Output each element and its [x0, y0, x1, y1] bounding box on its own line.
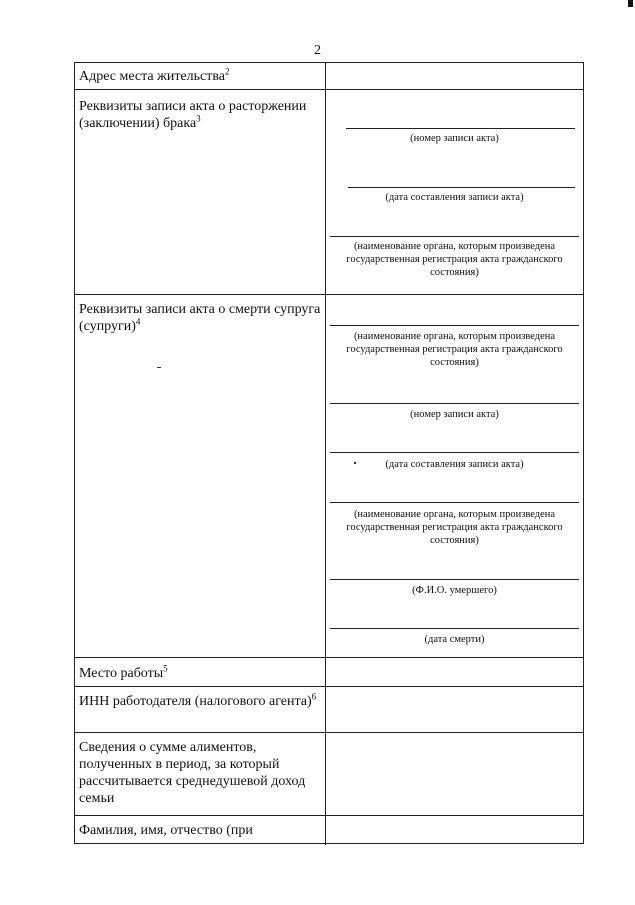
scan-corner-mark	[628, 0, 633, 7]
death-date-line[interactable]	[330, 628, 579, 629]
marriage-record-date-line[interactable]	[348, 187, 575, 188]
death-record-authority-line[interactable]	[330, 325, 579, 326]
marriage-record-fields	[326, 90, 583, 294]
death-record-authority-line-2[interactable]	[330, 502, 579, 503]
row-label-text: Реквизиты записи акта о смерти супруга (супруги)	[79, 302, 321, 334]
full-name-value-cell[interactable]	[326, 816, 583, 845]
scan-speck	[157, 367, 161, 368]
row-label-address	[79, 68, 323, 85]
death-date-caption: (дата смерти)	[424, 634, 485, 645]
page-number: 2	[314, 43, 321, 58]
row-label-text: Сведения о сумме алиментов, полученных в период, за который рассчитывается среднедушевой доход семьи	[79, 740, 306, 806]
table-row-death-record	[75, 295, 583, 658]
death-record-fields	[326, 295, 583, 657]
table-row-employer-inn	[75, 687, 583, 733]
table-row-workplace	[75, 658, 583, 687]
footnote-mark: 5	[163, 663, 168, 674]
row-label-text: Место работы	[79, 666, 164, 681]
row-label-full-name	[79, 822, 323, 839]
footnote-mark: 2	[225, 66, 230, 77]
footnote-mark: 3	[196, 113, 201, 124]
employer-inn-value-cell[interactable]	[326, 687, 583, 732]
marriage-record-authority-caption: (наименование органа, которым произведена государственная регистрация акта гражданского состояния)	[346, 241, 563, 278]
death-record-number-line[interactable]	[330, 403, 579, 404]
marriage-record-date-caption: (дата составления записи акта)	[385, 192, 524, 203]
table-row-full-name	[75, 816, 583, 845]
death-record-date-caption: (дата составления записи акта)	[385, 459, 524, 470]
row-label-text: Реквизиты записи акта о расторжении (заключении) брака	[79, 99, 307, 131]
row-label-workplace	[79, 665, 323, 682]
row-label-death-record	[79, 301, 323, 335]
death-record-number-caption: (номер записи акта)	[410, 409, 499, 420]
row-label-marriage-record	[79, 98, 323, 132]
death-record-date-line[interactable]	[330, 452, 579, 453]
alimony-value-cell[interactable]	[326, 733, 583, 815]
table-row-marriage-record	[75, 90, 583, 295]
marriage-record-number-caption: (номер записи акта)	[410, 133, 499, 144]
workplace-value-cell[interactable]	[326, 658, 583, 686]
death-record-authority-caption-2: (наименование органа, которым произведена государственная регистрация акта гражданского состояния)	[346, 509, 563, 546]
deceased-name-line[interactable]	[330, 579, 579, 580]
table-row-alimony	[75, 733, 583, 816]
row-label-text: Фамилия, имя, отчество (при	[79, 823, 253, 838]
marriage-record-authority-line[interactable]	[330, 236, 579, 237]
footnote-mark: 6	[311, 691, 317, 702]
deceased-name-caption: (Ф.И.О. умершего)	[412, 585, 497, 596]
table-row-address	[75, 63, 583, 90]
row-label-alimony	[79, 739, 323, 807]
row-label-employer-inn	[79, 693, 323, 710]
row-label-text: Адрес места жительства	[79, 69, 225, 84]
death-record-authority-caption: (наименование органа, которым произведена государственная регистрация акта гражданского состояния)	[346, 331, 563, 368]
row-label-text: ИНН работодателя (налогового агента)	[79, 694, 312, 709]
footnote-mark: 4	[135, 316, 141, 327]
marriage-record-number-line[interactable]	[346, 128, 575, 129]
form-table	[74, 62, 584, 844]
address-value-cell[interactable]	[326, 63, 583, 89]
